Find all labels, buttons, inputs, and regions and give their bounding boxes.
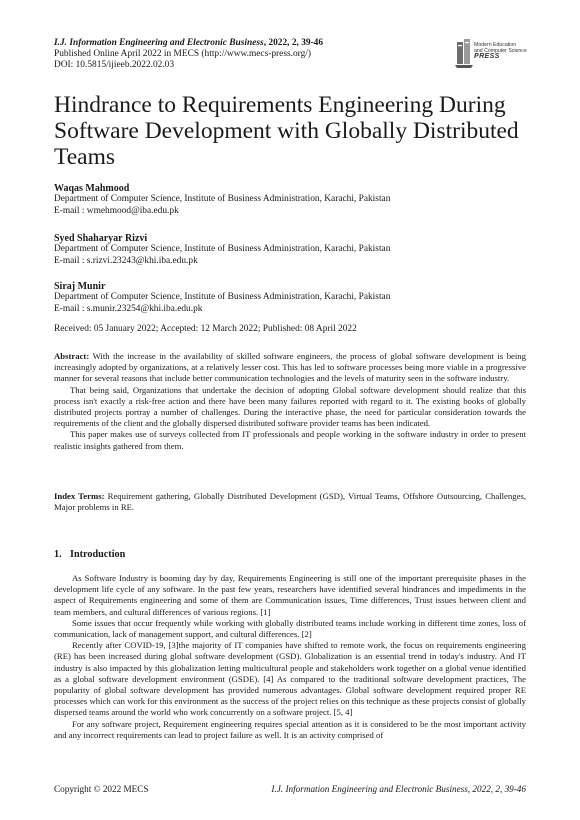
author-name: Waqas Mahmood	[54, 183, 130, 194]
abstract-paragraph: That being said, Organizations that undertake the decision of adopting Global software development should realize that this process isn't exactly a risk-free action and there have been many failures reported with regard to it. The existing books of globally distributed projects portray a number of challenges. During the interactive phase, the need for particular consideration towards the requirements of the client and the globally dispersed distributed software provider teams has been indicated.	[54, 384, 526, 429]
received-dates: Received: 05 January 2022; Accepted: 12 March 2022; Published: 08 April 2022	[54, 324, 357, 334]
abstract	[54, 351, 526, 452]
author-affiliation: Department of Computer Science, Institute of Business Administration, Karachi, Pakistan	[54, 244, 391, 255]
logo-wordmark: Modern Education and Computer Science PRESS	[474, 42, 527, 60]
index-terms-text: Requirement gathering, Globally Distributed Development (GSD), Virtual Teams, Offshore Outsourcing, Challenges, Major problems in RE.	[54, 491, 526, 513]
journal-header	[54, 38, 323, 72]
author-email: E-mail : wmehmood@iba.edu.pk	[54, 205, 179, 216]
body-paragraph: Recently after COVID-19, [3]the majority of IT companies have shifted to remote work, the focus on requirements engineering (RE) has been increased during global software development (GSD). Globalization is an essential trend in today's industry. And IT industry is also impacted by this globalization letting multicultural people and stakeholders work together on a global venue identified as a global software development environment (GSDE). [4] As compared to the traditional software development practices, The popularity of global software development has provided numerous advantages. Global software development required proper RE processes which can work for this environment as the success of the project relies on this technique as these projects consist of globally dispersed teams around the world who work concurrently on a software project. [5, 4]	[54, 640, 526, 718]
abstract-label: Abstract:	[54, 351, 90, 361]
author-block	[54, 233, 390, 267]
mecs-logo	[455, 36, 541, 78]
body-text	[54, 573, 526, 741]
section-title: Introduction	[70, 549, 126, 560]
author-block	[54, 183, 390, 217]
paper-title: Hindrance to Requirements Engineering During Software Development with Globally Distributed Teams	[54, 92, 519, 170]
doi-line: DOI: 10.5815/ijieeb.2022.02.03	[54, 60, 175, 71]
abstract-paragraph: This paper makes use of surveys collected from IT professionals and people working in the software industry in order to present realistic insights gathered from them.	[54, 429, 526, 451]
index-terms-label: Index Terms:	[54, 491, 105, 501]
section-heading	[54, 549, 125, 560]
author-name: Syed Shaharyar Rizvi	[54, 233, 148, 244]
author-email: E-mail : s.munir.23254@khi.iba.edu.pk	[54, 303, 203, 314]
abstract-paragraph: Abstract: With the increase in the availability of skilled software engineers, the process of global software development is being increasingly adopted by organizations, at a relatively lesser cost. This has led to software processes being more viable in a progressive manner for several reasons that include better communication technologies and the levels of maturity seen in the software industry.	[54, 351, 526, 384]
footer-copyright: Copyright © 2022 MECS	[54, 784, 149, 794]
body-paragraph: For any software project, Requirement engineering requires special attention as it is considered to be the most important activity and any incorrect requirements can lead to project failure as well. It is an activity comprised of	[54, 718, 526, 740]
journal-volume: , 2022, 2, 39-46	[263, 38, 324, 48]
author-affiliation: Department of Computer Science, Institute of Business Administration, Karachi, Pakistan	[54, 292, 391, 303]
published-line: Published Online April 2022 in MECS (http://www.mecs-press.org/)	[54, 49, 312, 60]
body-paragraph: Some issues that occur frequently while working with globally distributed teams include working in different time zones, loss of communication, lack of management support, and cultural differences. [2]	[54, 617, 526, 640]
author-block	[54, 281, 390, 315]
index-terms	[54, 491, 526, 513]
footer-journal: I.J. Information Engineering and Electronic Business, 2022, 2, 39-46	[271, 784, 526, 794]
body-paragraph: As Software Industry is booming day by day, Requirements Engineering is still one of the important prerequisite phases in the development life cycle of any software. In the past few years, researchers have identified several hindrances and impediments in the aspect of Requirements engineering and some of them are Communication issues, Time differences, Trust issues between client and team members, and cultural differences of various regions. [1]	[54, 573, 526, 617]
author-email: E-mail : s.rizvi.23243@khi.iba.edu.pk	[54, 255, 198, 266]
journal-citation	[54, 38, 323, 49]
author-name: Siraj Munir	[54, 281, 106, 292]
author-affiliation: Department of Computer Science, Institute of Business Administration, Karachi, Pakistan	[54, 194, 391, 205]
journal-name: I.J. Information Engineering and Electronic Business	[54, 38, 264, 48]
section-number: 1.	[54, 549, 62, 560]
book-stack-icon	[455, 38, 473, 68]
